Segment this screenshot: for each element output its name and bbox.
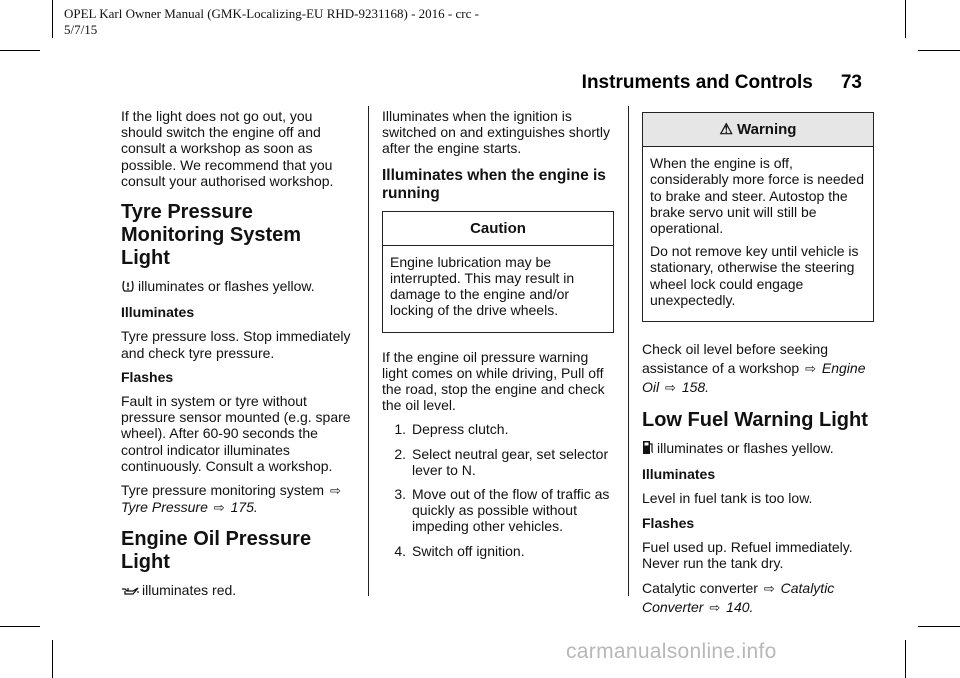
intro-paragraph: If the light does not go out, you should switch the engine off and consult a workshop as soon as possible. We recommend that you consult your authorised workshop. <box>121 108 334 189</box>
page-arrow-icon: ⇨ <box>709 600 721 616</box>
section-title: Instruments and Controls <box>581 72 813 93</box>
illuminates-label: Illuminates <box>642 466 716 483</box>
link-title: Engine Oil <box>642 360 866 396</box>
list-item: 3. Move out of the flow of traffic as quickly as possible without impeding other vehicles. <box>394 486 610 535</box>
tyre-pressure-reference <box>121 482 355 516</box>
caution-box <box>382 211 614 333</box>
warning-text-1: When the engine is off, considerably more force is needed to brake and steer. Autostop the brake servo unit will still be operational. <box>650 155 865 237</box>
warning-text-2: Do not remove key until vehicle is stationary, otherwise the steering wheel lock could engage unexpectedly. <box>650 243 859 308</box>
print-metadata <box>64 6 479 38</box>
fuel-pump-icon <box>642 440 654 458</box>
illuminates-label: Illuminates <box>121 304 195 321</box>
watermark: carmanualsonline.info <box>566 640 777 663</box>
tpms-heading: Tyre Pressure Monitoring System Light <box>121 201 302 270</box>
oil-warning-text: If the engine oil pressure warning light comes on while driving, Pull off the road, stop the engine and check the oil level. <box>382 348 605 414</box>
crop-mark <box>52 0 53 38</box>
oil-description <box>121 582 355 600</box>
crop-mark <box>0 50 40 51</box>
fuel-desc-text: illuminates or flashes yellow. <box>657 440 834 457</box>
tpms-desc-text: illuminates or flashes yellow. <box>138 278 315 295</box>
crop-mark <box>918 626 960 627</box>
column-divider <box>368 106 369 596</box>
list-item: 2. Select neutral gear, set selector lever to N. <box>394 445 609 478</box>
check-oil-body: Check oil level before seeking assistance of a workshop <box>642 341 828 377</box>
flashes-text: Fault in system or tyre without pressure sensor mounted (e.g. spare wheel). After 60-90 seconds the control indicator illuminates continuously. Consult a workshop. <box>121 393 351 474</box>
link-page: 140. <box>726 599 754 616</box>
list-item: 1. Depress clutch. <box>394 421 509 438</box>
metadata-line: OPEL Karl Owner Manual (GMK-Localizing-EU RHD-9231168) - 2016 - crc - <box>64 6 479 21</box>
warning-triangle-icon: ⚠ <box>719 121 733 138</box>
reference-arrow-icon: ⇨ <box>805 361 816 377</box>
metadata-date: 5/7/15 <box>64 22 98 37</box>
page-arrow-icon: ⇨ <box>213 500 225 516</box>
crop-mark <box>0 626 40 627</box>
column-3 <box>642 112 874 625</box>
page-arrow-icon: ⇨ <box>665 380 676 396</box>
check-oil-text <box>642 340 874 397</box>
reference-arrow-icon: ⇨ <box>329 483 341 499</box>
link-title: Catalytic Converter <box>642 580 835 616</box>
warning-title: Warning <box>737 121 797 138</box>
reference-text: Catalytic converter <box>642 580 758 597</box>
flashes-label: Flashes <box>121 368 174 385</box>
warning-header <box>643 113 873 147</box>
page-header <box>582 72 862 94</box>
oil-desc-text: illuminates red. <box>142 582 237 599</box>
flashes-text: Fuel used up. Refuel immediately. Never run the tank dry. <box>642 538 853 572</box>
column-1 <box>121 108 355 609</box>
crop-mark <box>905 0 906 38</box>
link-page: 158. <box>681 379 710 396</box>
reference-text: Tyre pressure monitoring system <box>121 482 325 499</box>
catalytic-reference <box>642 579 874 617</box>
column-2 <box>382 108 614 567</box>
crop-mark <box>52 640 53 678</box>
page-number: 73 <box>840 72 862 93</box>
link-title: Tyre Pressure <box>121 499 208 516</box>
crop-mark <box>918 50 960 51</box>
caution-title: Caution <box>383 212 613 246</box>
list-item: 4. Switch off ignition. <box>394 542 525 559</box>
link-page: 175. <box>230 499 258 516</box>
illuminates-ignition-text: Illuminates when the ignition is switched on and extinguishes shortly after the engine starts. <box>382 108 611 157</box>
illuminates-text: Level in fuel tank is too low. <box>642 490 813 507</box>
flashes-label: Flashes <box>642 514 695 531</box>
steps-list <box>382 421 614 558</box>
crop-mark <box>905 640 906 678</box>
tpms-description <box>121 278 355 296</box>
oil-can-icon <box>121 584 139 600</box>
fuel-description <box>642 440 874 458</box>
column-divider <box>628 106 629 596</box>
reference-arrow-icon: ⇨ <box>763 581 775 597</box>
warning-box <box>642 112 874 322</box>
caution-text: Engine lubrication may be interrupted. This may result in damage to the engine and/or locking of the drive wheels. <box>390 253 575 319</box>
tyre-pressure-link[interactable] <box>121 499 258 515</box>
low-fuel-heading: Low Fuel Warning Light <box>642 409 868 432</box>
oil-pressure-heading: Engine Oil Pressure Light <box>121 528 312 574</box>
tyre-pressure-icon <box>121 279 135 296</box>
engine-running-heading: Illuminates when the engine is running <box>382 166 606 202</box>
illuminates-text: Tyre pressure loss. Stop immediately and check tyre pressure. <box>121 328 351 361</box>
